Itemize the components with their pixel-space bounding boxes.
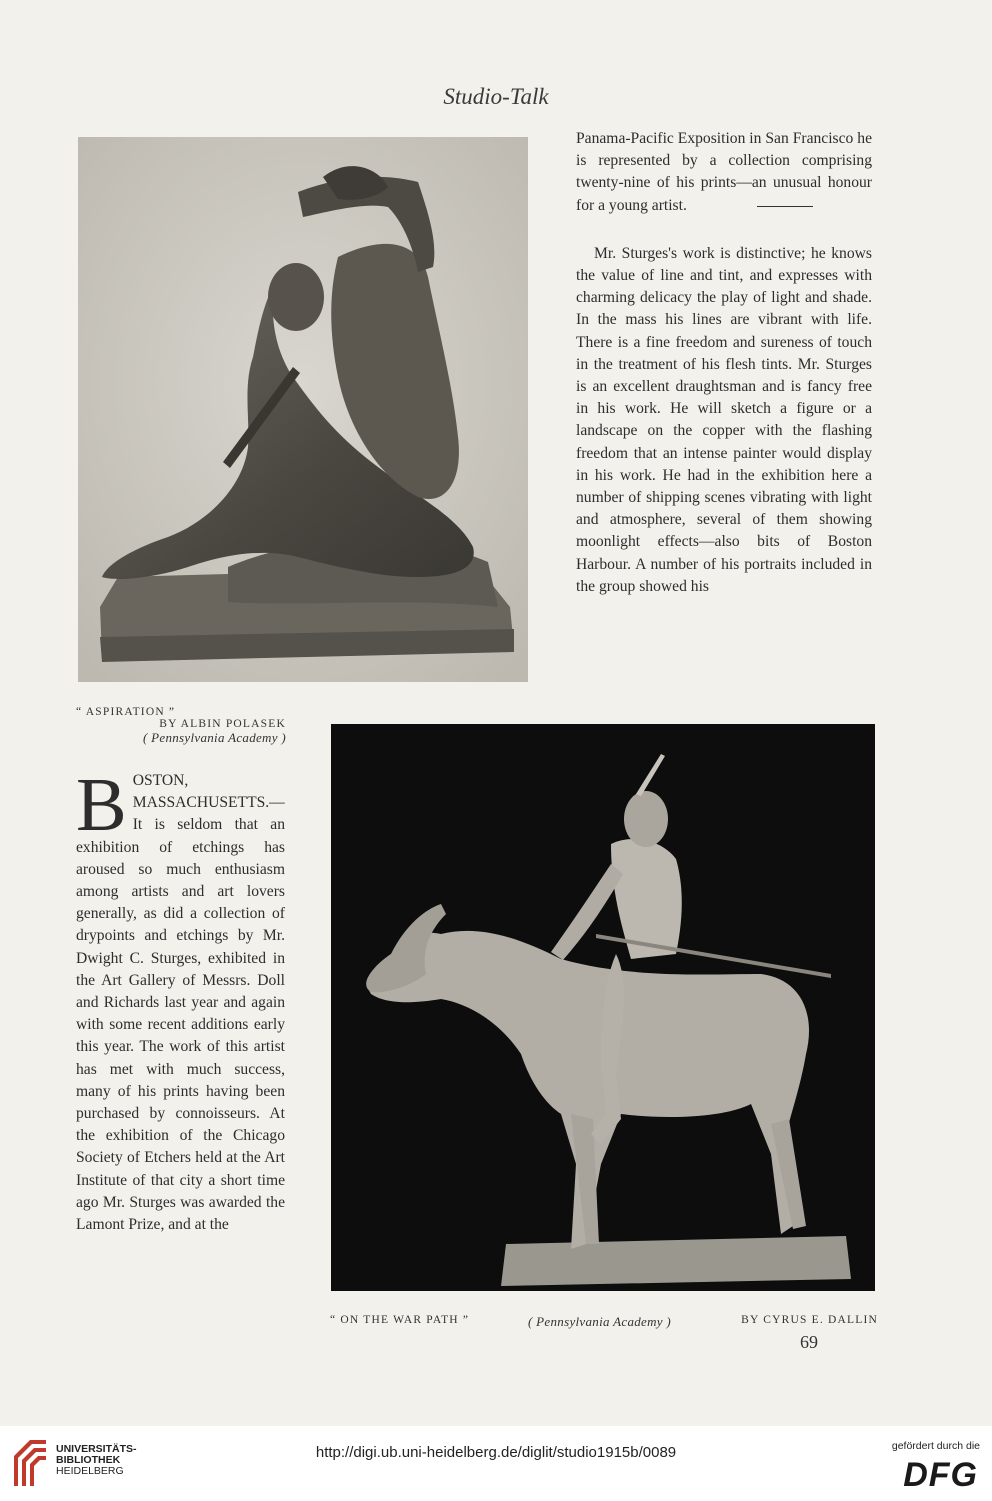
library-line-3: HEIDELBERG [56, 1465, 124, 1477]
right-text-column [576, 128, 872, 598]
war-path-caption-artist: BY CYRUS E. DALLIN [741, 1314, 878, 1326]
footer-bar [0, 1426, 992, 1501]
aspiration-sculpture-illustration [78, 137, 528, 682]
dfg-logo: DFG [903, 1456, 978, 1494]
war-path-caption-collection: ( Pennsylvania Academy ) [528, 1314, 672, 1329]
library-line-2: BIBLIOTHEK [56, 1454, 121, 1466]
aspiration-caption-collection: ( Pennsylvania Academy ) [142, 730, 286, 745]
drop-cap: B [76, 763, 127, 847]
permalink-url[interactable]: http://digi.ub.uni-heidelberg.de/diglit/studio1915b/0089 [315, 1444, 677, 1461]
aspiration-caption-artist: BY ALBIN POLASEK [159, 718, 286, 730]
left-text-column [76, 763, 285, 1236]
war-path-sculpture-illustration [331, 724, 875, 1291]
war-path-caption-title: “ ON THE WAR PATH ” [330, 1314, 470, 1326]
right-paragraph-2: Mr. Sturges's work is distinctive; he knows the value of line and tint, and expresses with charming delicacy the play of light and shade. In the mass his lines are vibrant with life. There is a fine freedom and sureness of touch in the treatment of his flesh tints. Mr. Sturges is an excellent draughtsman and is fancy free in his work. He will sketch a figure or a landscape on the copper with the flashing freedom that an intense painter would display in his work. He had in the exhibition here a number of shipping scenes vibrating with light and atmosphere, several of them showing moonlight effects—also bits of Boston Harbour. A number of his portraits included in the group showed his [576, 244, 872, 595]
left-paragraph-text: OSTON, MASSACHUSETTS.—It is seldom that an exhibition of etchings has aroused so much enthusiasm among artists and art lovers generally, as did a collection of drypoints and etchings by Mr. Dwight C. Sturges, exhibited in the Art Gallery of Messrs. Doll and Richards last year and again with some recent additions early this year. The work of this artist has met with much success, many of his prints having been purchased by connoisseurs. At the exhibition of the Chicago Society of Etchers held at the Art Institute of that city a short time ago Mr. Sturges was awarded the Lamont Prize, and at the [76, 772, 285, 1234]
funder-label: gefördert durch die [891, 1440, 980, 1452]
war-path-sculpture-photo [331, 724, 875, 1291]
library-line-1: UNIVERSITÄTS- [56, 1443, 137, 1455]
section-rule [757, 206, 813, 207]
page-number: 69 [800, 1332, 818, 1352]
running-head: Studio-Talk [443, 84, 549, 109]
right-paragraph-1-text: Panama-Pacific Exposition in San Francisco he is represented by a collection comprising twenty-nine of his prints—an unusual honour for a young artist. [576, 130, 872, 214]
right-paragraph-1 [576, 128, 872, 217]
aspiration-caption [76, 706, 286, 746]
aspiration-sculpture-photo [78, 137, 528, 682]
aspiration-caption-title: “ ASPIRATION ” [76, 706, 176, 718]
